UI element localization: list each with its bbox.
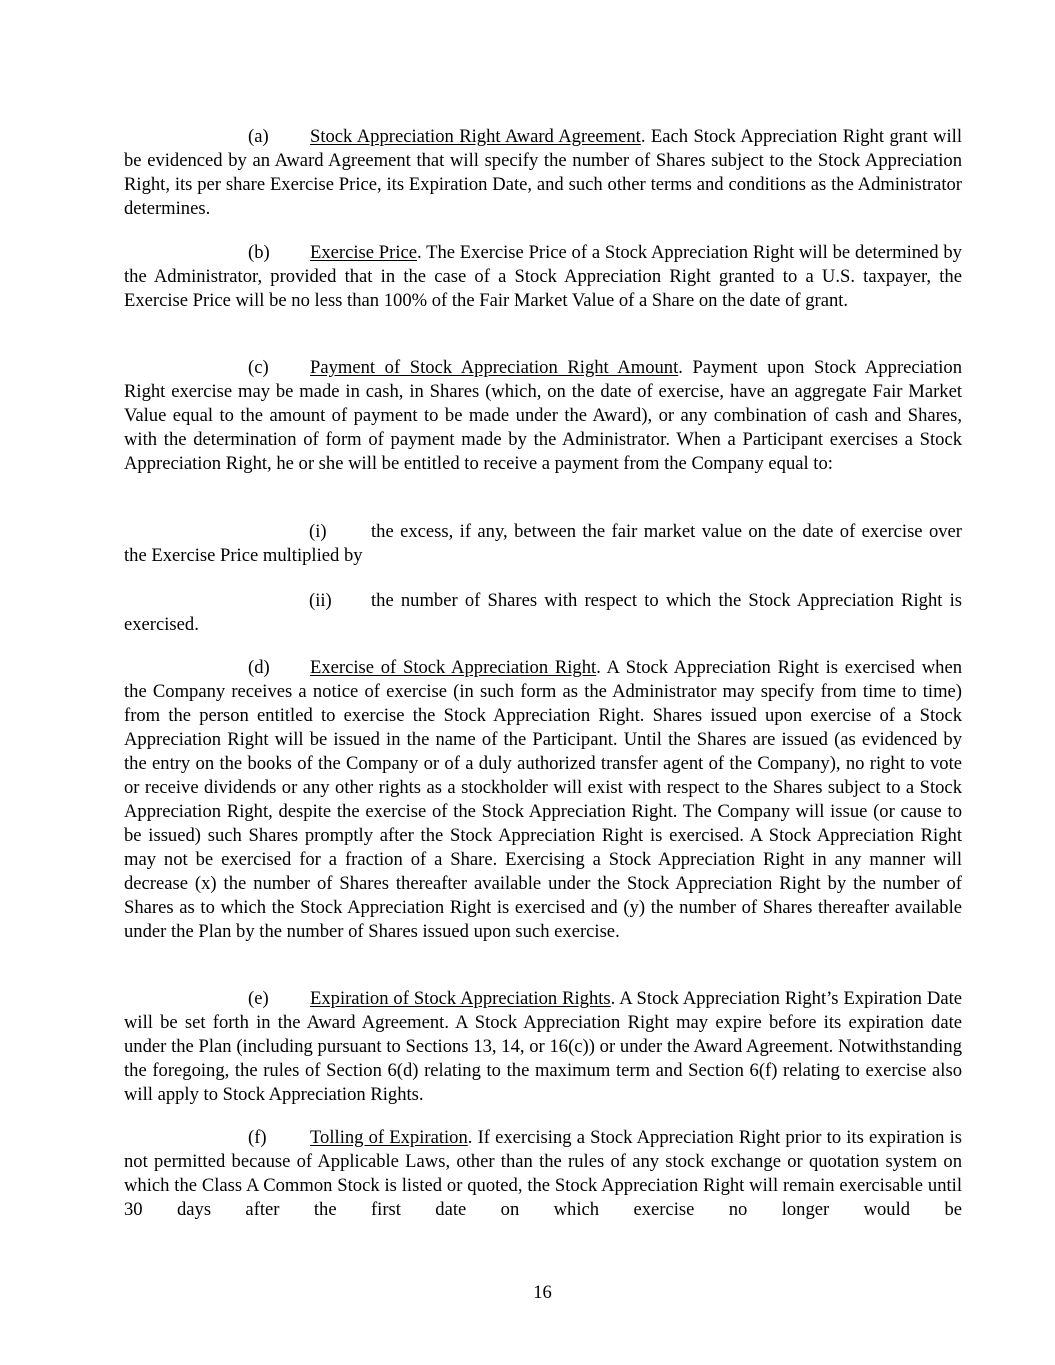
paragraph-body: . If exercising a Stock Appreciation Right prior to its expiration is not permitted because of Applicable Laws, other than the rules of any stock exchange or quotation system on which the Class A Common Stock is listed or quoted, the Stock Appreciation Right will remain exercisable until 30 days after the first date on which exercise no longer would be	[124, 1127, 962, 1220]
paragraph-heading: Tolling of Expiration	[310, 1127, 468, 1148]
page-number: 16	[533, 1282, 552, 1303]
paragraph-heading: Expiration of Stock Appreciation Rights	[310, 988, 611, 1009]
paragraph-body: . The Exercise Price of a Stock Appreciation Right will be determined by the Administrator, provided that in the case of a Stock Appreciation Right granted to a U.S. taxpayer, the Exercise Price will be no less than 100% of the Fair Market Value of a Share on the date of grant.	[124, 242, 962, 311]
paragraph-a	[124, 125, 962, 221]
paragraph-label: (d)	[248, 657, 270, 678]
paragraph-label: (a)	[248, 126, 269, 147]
paragraph-f	[124, 1126, 962, 1222]
paragraph-label: (c)	[248, 357, 269, 378]
subparagraph-i	[124, 520, 962, 568]
subparagraph-label: (i)	[309, 521, 327, 542]
paragraph-heading: Exercise of Stock Appreciation Right	[310, 657, 597, 678]
paragraph-c	[124, 356, 962, 476]
paragraph-d	[124, 656, 962, 944]
paragraph-heading: Exercise Price	[310, 242, 417, 263]
paragraph-body: . Each Stock Appreciation Right grant will be evidenced by an Award Agreement that will specify the number of Shares subject to the Stock Appreciation Right, its per share Exercise Price, its Expiration Date, and such other terms and conditions as the Administrator determines.	[124, 126, 962, 219]
subparagraph-label: (ii)	[309, 590, 332, 611]
paragraph-body: . Payment upon Stock Appreciation Right exercise may be made in cash, in Shares (which, on the date of exercise, have an aggregate Fair Market Value equal to the amount of payment to be made under the Award), or any combination of cash and Shares, with the determination of form of payment made by the Administrator. When a Participant exercises a Stock Appreciation Right, he or she will be entitled to receive a payment from the Company equal to:	[124, 357, 962, 474]
paragraph-heading: Stock Appreciation Right Award Agreement	[310, 126, 641, 147]
subparagraph-ii	[124, 589, 962, 637]
paragraph-e	[124, 987, 962, 1107]
paragraph-label: (b)	[248, 242, 270, 263]
subparagraph-body: the number of Shares with respect to which the Stock Appreciation Right is exercised.	[124, 590, 962, 635]
subparagraph-body: the excess, if any, between the fair market value on the date of exercise over the Exercise Price multiplied by	[124, 521, 962, 566]
paragraph-label: (e)	[248, 988, 269, 1009]
paragraph-body: . A Stock Appreciation Right is exercised when the Company receives a notice of exercise (in such form as the Administrator may specify from time to time) from the person entitled to exercise the Stock Appreciation Right. Shares issued upon exercise of a Stock Appreciation Right will be issued in the name of the Participant. Until the Shares are issued (as evidenced by the entry on the books of the Company or of a duly authorized transfer agent of the Company), no right to vote or receive dividends or any other rights as a stockholder will exist with respect to the Shares subject to a Stock Appreciation Right, despite the exercise of the Stock Appreciation Right. The Company will issue (or cause to be issued) such Shares promptly after the Stock Appreciation Right is exercised. A Stock Appreciation Right may not be exercised for a fraction of a Share. Exercising a Stock Appreciation Right in any manner will decrease (x) the number of Shares thereafter available under the Stock Appreciation Right by the number of Shares as to which the Stock Appreciation Right is exercised and (y) the number of Shares thereafter available under the Plan by the number of Shares issued upon such exercise.	[124, 657, 962, 942]
paragraph-body: . A Stock Appreciation Right’s Expiration Date will be set forth in the Award Agreement. A Stock Appreciation Right may expire before its expiration date under the Plan (including pursuant to Sections 13, 14, or 16(c)) or under the Award Agreement. Notwithstanding the foregoing, the rules of Section 6(d) relating to the maximum term and Section 6(f) relating to exercise also will apply to Stock Appreciation Rights.	[124, 988, 962, 1105]
paragraph-b	[124, 241, 962, 313]
paragraph-label: (f)	[248, 1127, 267, 1148]
paragraph-heading: Payment of Stock Appreciation Right Amount	[310, 357, 679, 378]
